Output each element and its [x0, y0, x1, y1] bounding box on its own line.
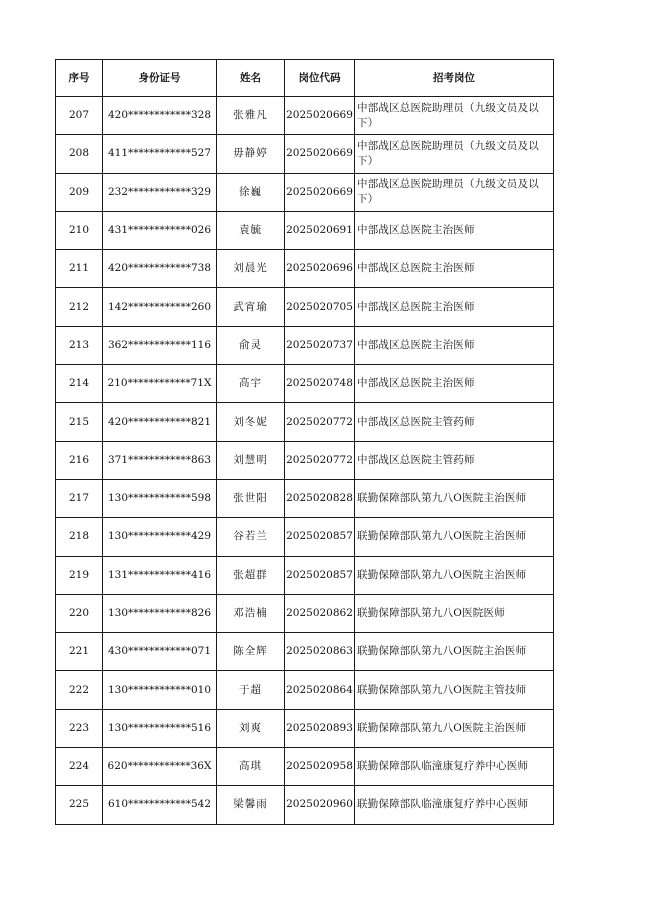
- cell-name: 张雅凡: [217, 97, 285, 135]
- table-row: [56, 173, 554, 211]
- cell-position: 中部战区总医院主管药师: [355, 403, 554, 441]
- cell-id-number: 420************738: [103, 250, 217, 288]
- header-index: 序号: [56, 60, 103, 97]
- cell-index: 210: [56, 211, 103, 249]
- cell-position: 联勤保障部队临潼康复疗养中心医师: [355, 748, 554, 786]
- cell-position-code: 2025020857: [285, 518, 355, 556]
- cell-position: 联勤保障部队第九八O医院主管技师: [355, 671, 554, 709]
- cell-id-number: 142************260: [103, 288, 217, 326]
- cell-index: 221: [56, 633, 103, 671]
- cell-name: 高宇: [217, 365, 285, 403]
- cell-id-number: 420************821: [103, 403, 217, 441]
- table-row: [56, 671, 554, 709]
- table-row: [56, 211, 554, 249]
- cell-position-code: 2025020748: [285, 365, 355, 403]
- cell-index: 216: [56, 441, 103, 479]
- cell-index: 215: [56, 403, 103, 441]
- cell-position-code: 2025020863: [285, 633, 355, 671]
- cell-position-code: 2025020669: [285, 135, 355, 173]
- cell-name: 刘慧明: [217, 441, 285, 479]
- table-row: [56, 479, 554, 517]
- cell-position-code: 2025020828: [285, 479, 355, 517]
- cell-position: 中部战区总医院助理员（九级文员及以下）: [355, 135, 554, 173]
- cell-name: 徐巍: [217, 173, 285, 211]
- cell-id-number: 130************516: [103, 709, 217, 747]
- table-row: [56, 403, 554, 441]
- cell-position: 联勤保障部队第九八O医院主治医师: [355, 518, 554, 556]
- cell-name: 武宵瑜: [217, 288, 285, 326]
- cell-id-number: 130************010: [103, 671, 217, 709]
- cell-position: 中部战区总医院助理员（九级文员及以下）: [355, 173, 554, 211]
- table-row: [56, 135, 554, 173]
- cell-id-number: 610************542: [103, 786, 217, 824]
- table-row: [56, 709, 554, 747]
- table-header-row: [56, 60, 554, 97]
- cell-name: 邓浩楠: [217, 594, 285, 632]
- cell-position: 中部战区总医院主治医师: [355, 288, 554, 326]
- cell-position-code: 2025020960: [285, 786, 355, 824]
- cell-index: 222: [56, 671, 103, 709]
- table-row: [56, 633, 554, 671]
- cell-index: 220: [56, 594, 103, 632]
- cell-index: 225: [56, 786, 103, 824]
- cell-position: 中部战区总医院主治医师: [355, 326, 554, 364]
- cell-position: 联勤保障部队第九八O医院主治医师: [355, 633, 554, 671]
- cell-id-number: 430************071: [103, 633, 217, 671]
- cell-id-number: 431************026: [103, 211, 217, 249]
- cell-index: 209: [56, 173, 103, 211]
- table-row: [56, 288, 554, 326]
- cell-name: 张世阳: [217, 479, 285, 517]
- cell-index: 213: [56, 326, 103, 364]
- cell-position: 联勤保障部队第九八O医院主治医师: [355, 479, 554, 517]
- table-row: [56, 594, 554, 632]
- table-row: [56, 97, 554, 135]
- cell-name: 张超群: [217, 556, 285, 594]
- cell-id-number: 131************416: [103, 556, 217, 594]
- cell-position: 联勤保障部队临潼康复疗养中心医师: [355, 786, 554, 824]
- cell-position-code: 2025020862: [285, 594, 355, 632]
- cell-position: 中部战区总医院主治医师: [355, 211, 554, 249]
- cell-position-code: 2025020772: [285, 403, 355, 441]
- table-row: [56, 748, 554, 786]
- header-position-code: 岗位代码: [285, 60, 355, 97]
- cell-position-code: 2025020772: [285, 441, 355, 479]
- cell-id-number: 362************116: [103, 326, 217, 364]
- cell-index: 219: [56, 556, 103, 594]
- cell-position-code: 2025020705: [285, 288, 355, 326]
- cell-id-number: 620************36X: [103, 748, 217, 786]
- cell-position-code: 2025020864: [285, 671, 355, 709]
- table-row: [56, 786, 554, 824]
- cell-position: 联勤保障部队第九八O医院医师: [355, 594, 554, 632]
- cell-position-code: 2025020696: [285, 250, 355, 288]
- cell-name: 毋静婷: [217, 135, 285, 173]
- cell-name: 袁毓: [217, 211, 285, 249]
- cell-index: 212: [56, 288, 103, 326]
- cell-position-code: 2025020669: [285, 97, 355, 135]
- cell-position-code: 2025020669: [285, 173, 355, 211]
- cell-name: 刘爽: [217, 709, 285, 747]
- cell-id-number: 420************328: [103, 97, 217, 135]
- table-row: [56, 250, 554, 288]
- table-row: [56, 326, 554, 364]
- cell-index: 218: [56, 518, 103, 556]
- results-table: [55, 59, 554, 825]
- cell-position: 中部战区总医院助理员（九级文员及以下）: [355, 97, 554, 135]
- cell-index: 214: [56, 365, 103, 403]
- cell-index: 211: [56, 250, 103, 288]
- cell-name: 俞灵: [217, 326, 285, 364]
- cell-index: 223: [56, 709, 103, 747]
- header-name: 姓名: [217, 60, 285, 97]
- table-row: [56, 365, 554, 403]
- cell-position-code: 2025020893: [285, 709, 355, 747]
- header-id-number: 身份证号: [103, 60, 217, 97]
- results-table-wrapper: [55, 59, 553, 825]
- cell-position-code: 2025020958: [285, 748, 355, 786]
- cell-position: 中部战区总医院主治医师: [355, 365, 554, 403]
- cell-position-code: 2025020737: [285, 326, 355, 364]
- cell-id-number: 210************71X: [103, 365, 217, 403]
- cell-position: 联勤保障部队第九八O医院主治医师: [355, 556, 554, 594]
- cell-position-code: 2025020857: [285, 556, 355, 594]
- cell-index: 224: [56, 748, 103, 786]
- cell-position-code: 2025020691: [285, 211, 355, 249]
- cell-index: 208: [56, 135, 103, 173]
- cell-id-number: 130************826: [103, 594, 217, 632]
- cell-name: 谷若兰: [217, 518, 285, 556]
- cell-position: 中部战区总医院主管药师: [355, 441, 554, 479]
- cell-name: 于超: [217, 671, 285, 709]
- cell-name: 陈全辉: [217, 633, 285, 671]
- cell-index: 217: [56, 479, 103, 517]
- cell-name: 刘冬妮: [217, 403, 285, 441]
- cell-name: 刘晨光: [217, 250, 285, 288]
- cell-id-number: 411************527: [103, 135, 217, 173]
- table-row: [56, 518, 554, 556]
- table-row: [56, 441, 554, 479]
- cell-position: 中部战区总医院主治医师: [355, 250, 554, 288]
- cell-name: 高琪: [217, 748, 285, 786]
- header-position: 招考岗位: [355, 60, 554, 97]
- cell-position: 联勤保障部队第九八O医院主治医师: [355, 709, 554, 747]
- cell-name: 梁馨雨: [217, 786, 285, 824]
- cell-id-number: 130************429: [103, 518, 217, 556]
- cell-id-number: 371************863: [103, 441, 217, 479]
- cell-index: 207: [56, 97, 103, 135]
- cell-id-number: 130************598: [103, 479, 217, 517]
- table-row: [56, 556, 554, 594]
- cell-id-number: 232************329: [103, 173, 217, 211]
- table-body: [56, 97, 554, 825]
